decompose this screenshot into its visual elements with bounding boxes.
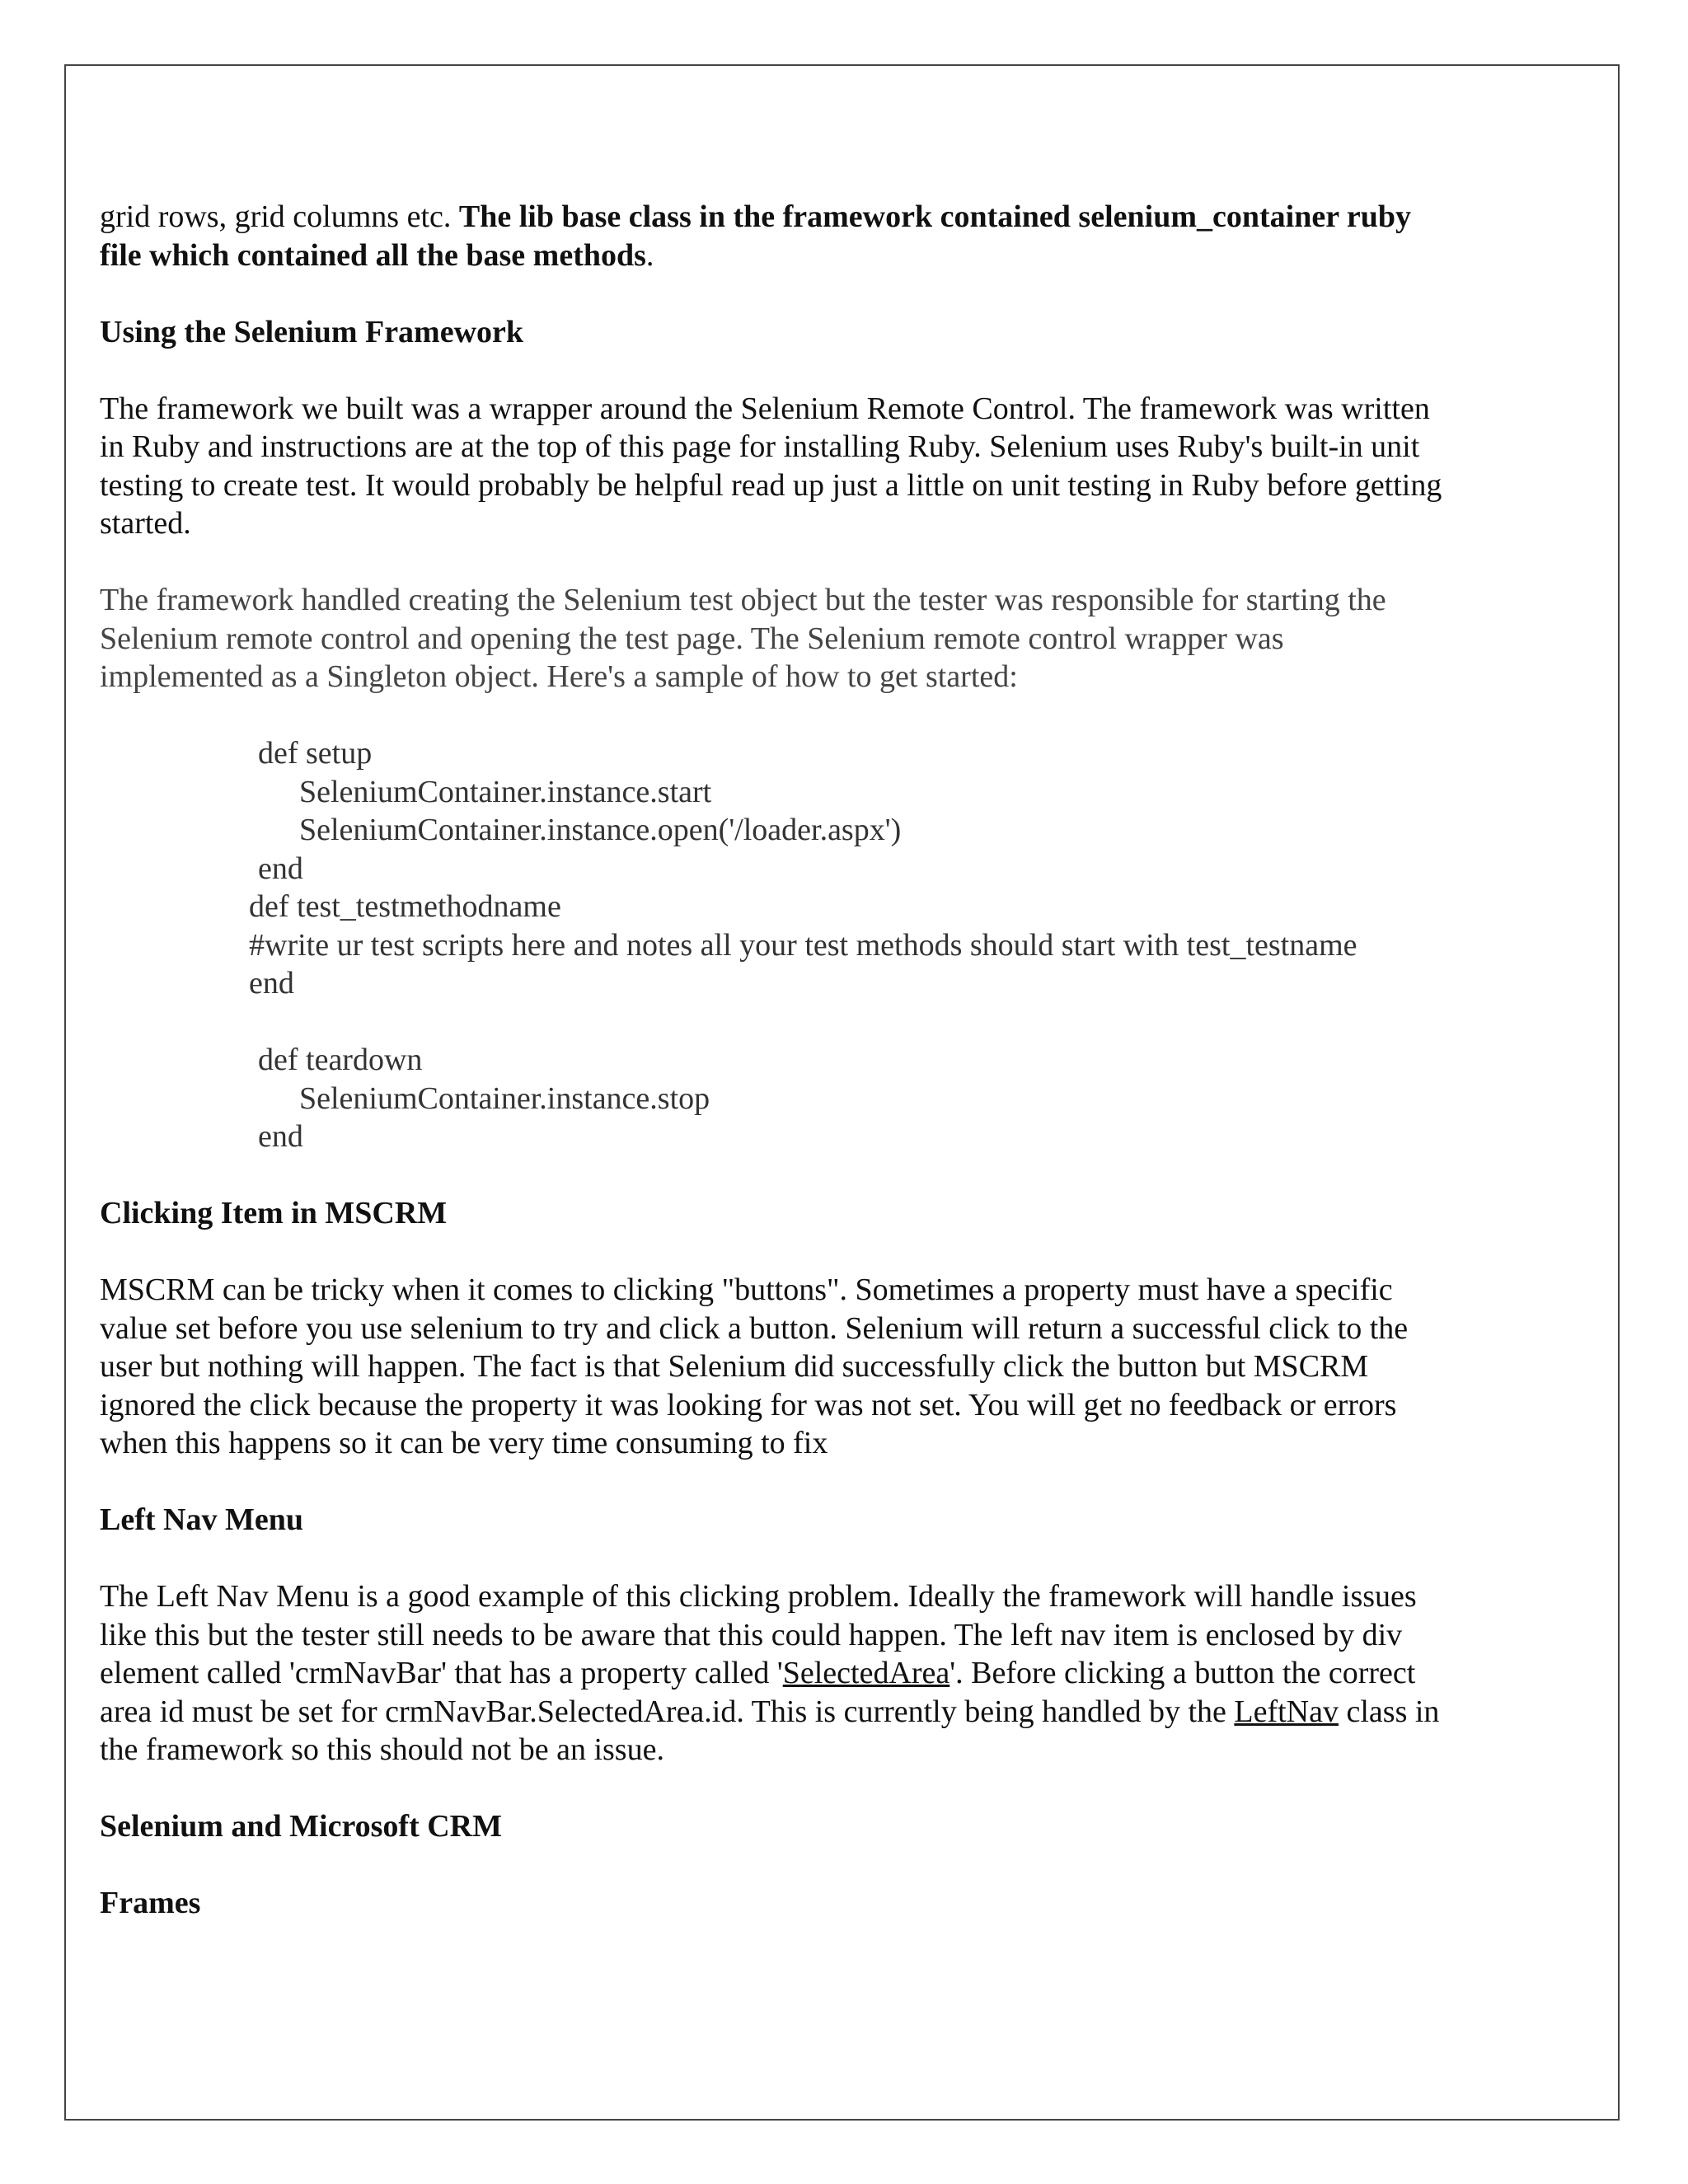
clicking-paragraph: MSCRM can be tricky when it comes to clicking "buttons". Sometimes a property must have a specific value set before you use selenium to try and click a button. Selenium will return a successful click to the user but nothing will happen. The fact is that Selenium did successfully click the button but MSCRM ignored the click because the property it was looking for was not set. You will get no feedback or errors when this happens so it can be very time consuming to fix (100, 1272, 1409, 1460)
code-line: SeleniumContainer.instance.start (299, 774, 712, 809)
intro-end: . (645, 237, 654, 273)
code-line: def teardown (258, 1043, 423, 1077)
code-sample (100, 734, 1451, 1156)
code-line: def setup (258, 736, 373, 771)
heading-left-nav-menu: Left Nav Menu (100, 1502, 303, 1537)
framework-handled-paragraph: The framework handled creating the Selenium test object but the tester was responsible for starting the Selenium remote control and opening the test page. The Selenium remote control wrapper was implemented as a Singleton object. Here's a sample of how to get started: (100, 583, 1386, 694)
heading-selenium-microsoft-crm: Selenium and Microsoft CRM (100, 1809, 502, 1844)
left-nav-paragraph (100, 1577, 1451, 1769)
heading-using-selenium-framework: Using the Selenium Framework (100, 314, 524, 349)
code-line: SeleniumContainer.instance.open('/loader.aspx') (299, 813, 902, 847)
code-line: def test_testmethodname (249, 889, 561, 924)
intro-text: grid rows, grid columns etc. (100, 199, 459, 234)
intro-bold-text: The lib base class in the framework contained selenium_container ruby file which contained all the base methods (100, 199, 1412, 273)
left-nav-text: class in the framework so this should not be an issue. (100, 1694, 1440, 1767)
code-line: end (258, 851, 303, 886)
heading-frames: Frames (100, 1886, 201, 1920)
heading-clicking-item: Clicking Item in MSCRM (100, 1196, 448, 1230)
code-line: end (249, 966, 294, 1001)
intro-paragraph (100, 198, 1451, 274)
framework-paragraph: The framework we built was a wrapper around the Selenium Remote Control. The framework was written in Ruby and instructions are at the top of this page for installing Ruby. Selenium uses Ruby's built-in unit testing to create test. It would probably be helpful read up just a little on unit testing in Ruby before getting started. (100, 391, 1442, 541)
selected-area-link[interactable]: SelectedArea (782, 1656, 950, 1690)
left-nav-text: The Left Nav Menu is a good example of this clicking problem. Ideally the framework will handle issues like this but the tester still needs to be aware that this could happen. The left nav item is enclosed by div element called 'crmNavBar' that has a property called ' (100, 1579, 1417, 1690)
leftnav-link[interactable]: LeftNav (1234, 1694, 1339, 1729)
document-content (100, 198, 1451, 1923)
code-line: SeleniumContainer.instance.stop (299, 1080, 710, 1116)
left-nav-text: '. Before clicking a button the correct area id must be set for crmNavBar.SelectedArea.id. This is currently being handled by the (100, 1656, 1416, 1729)
code-line: end (258, 1119, 303, 1154)
code-line: #write ur test scripts here and notes all your test methods should start with test_testname (249, 927, 1357, 963)
